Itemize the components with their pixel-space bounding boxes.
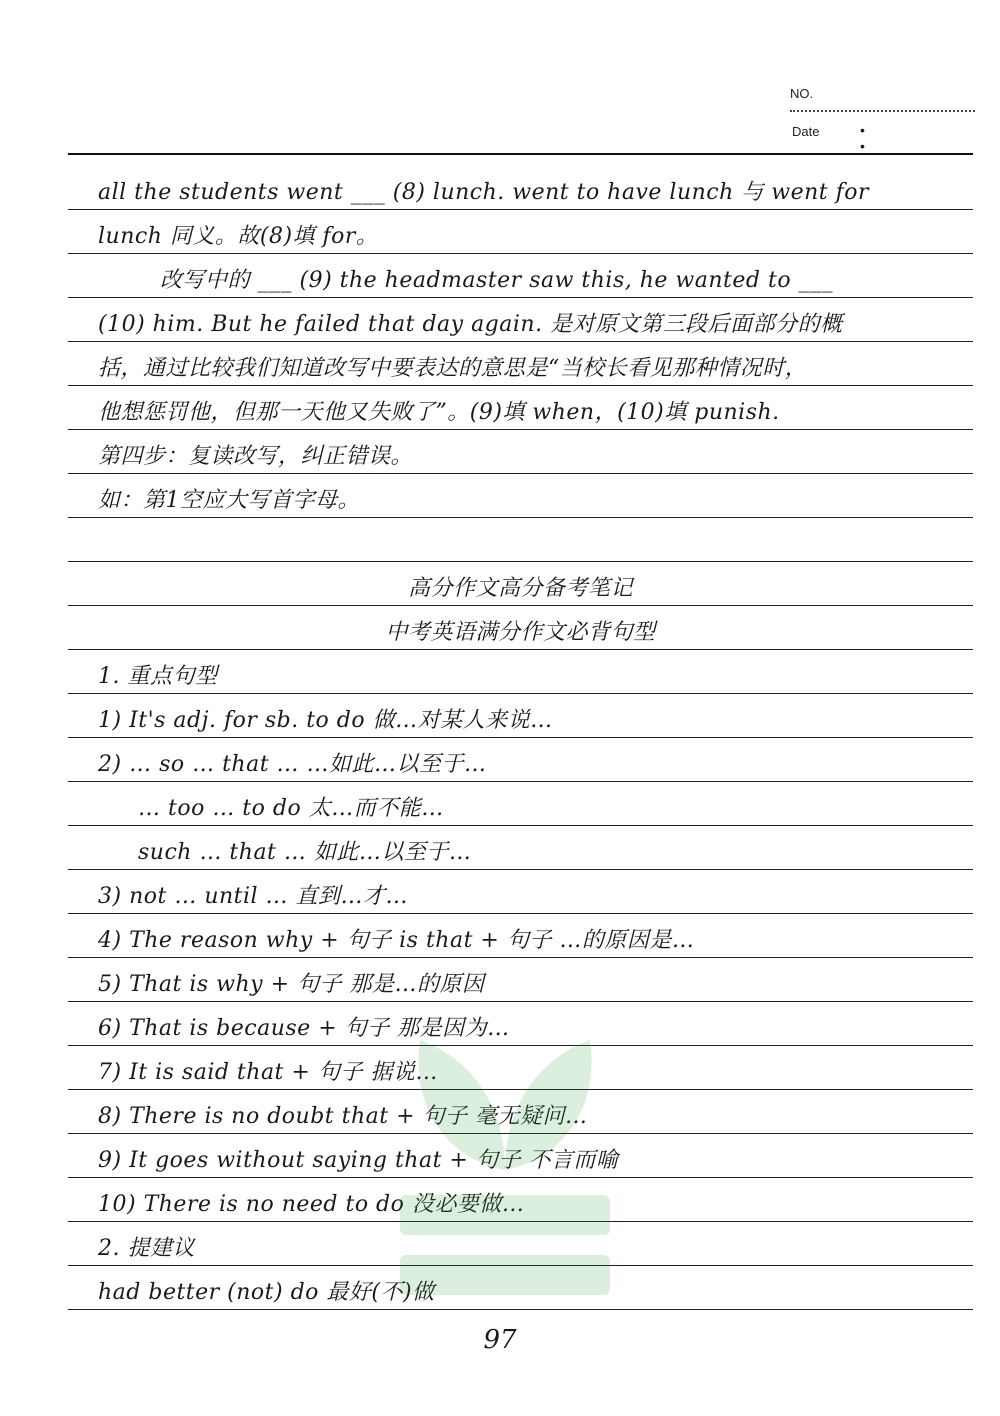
sentence-pattern: 1) It's adj. for sb. to do 做…对某人来说…	[68, 693, 973, 738]
text-line: 括，通过比较我们知道改写中要表达的意思是“当校长看见那种情况时，	[68, 341, 973, 386]
text-line: 改写中的 ___ (9) the headmaster saw this, he wanted to ___	[68, 253, 973, 298]
notes-title: 高分作文高分备考笔记	[68, 561, 973, 606]
section-heading: 2. 提建议	[68, 1221, 973, 1266]
text-line: all the students went ___ (8) lunch. went to have lunch 与 went for	[68, 165, 973, 210]
sentence-pattern: 9) It goes without saying that + 句子 不言而喻	[68, 1133, 973, 1178]
page-number: 97	[483, 1325, 517, 1355]
sentence-pattern: such … that … 如此…以至于…	[68, 825, 973, 870]
sentence-pattern: 7) It is said that + 句子 据说…	[68, 1045, 973, 1090]
section-heading: 1. 重点句型	[68, 649, 973, 694]
date-dots: • •	[860, 122, 903, 154]
sentence-pattern: 8) There is no doubt that + 句子 毫无疑问…	[68, 1089, 973, 1134]
text-line	[68, 517, 973, 562]
text-line: 他想惩罚他，但那一天他又失败了”。(9)填 when，(10)填 punish.	[68, 385, 973, 430]
sentence-pattern: 10) There is no need to do 没必要做…	[68, 1177, 973, 1222]
sentence-pattern: … too … to do 太…而不能…	[68, 781, 973, 826]
sentence-pattern: 2) … so … that … …如此…以至于…	[68, 737, 973, 782]
sentence-pattern: 6) That is because + 句子 那是因为…	[68, 1001, 973, 1046]
text-line: 如：第1空应大写首字母。	[68, 473, 973, 518]
sentence-pattern: 4) The reason why + 句子 is that + 句子 …的原因是…	[68, 913, 973, 958]
text-line: lunch 同义。故(8)填 for。	[68, 209, 973, 254]
sentence-pattern: 5) That is why + 句子 那是…的原因	[68, 957, 973, 1002]
notes-subtitle: 中考英语满分作文必背句型	[68, 605, 973, 650]
no-label: NO.	[790, 86, 814, 101]
header-rule	[68, 153, 973, 155]
text-line: 第四步：复读改写，纠正错误。	[68, 429, 973, 474]
text-line: (10) him. But he failed that day again. 是对原文第三段后面部分的概	[68, 297, 973, 342]
date-label: Date	[792, 124, 820, 139]
sentence-pattern: had better (not) do 最好(不)做	[68, 1265, 973, 1310]
no-dotted-line	[790, 110, 975, 112]
sentence-pattern: 3) not … until … 直到…才…	[68, 869, 973, 914]
